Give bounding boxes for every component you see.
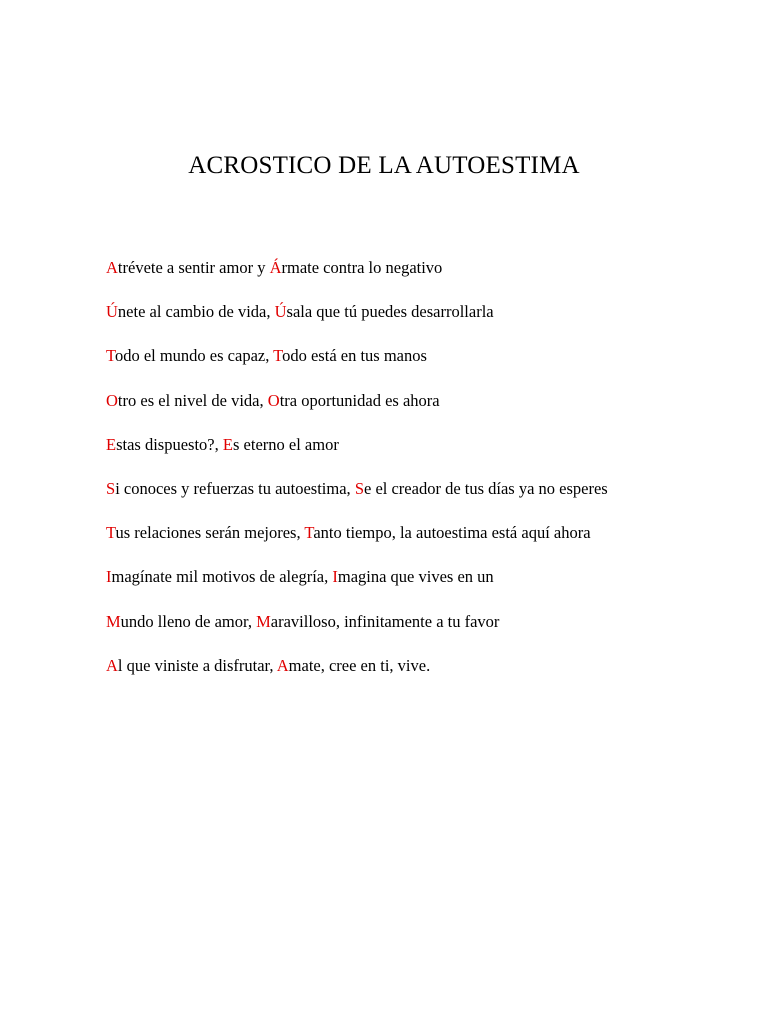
- acrostic-initial: A: [106, 258, 118, 277]
- line-text-second: e el creador de tus días ya no esperes: [364, 478, 608, 498]
- poem-line: [106, 299, 726, 343]
- line-text: us relaciones serán mejores,: [115, 523, 305, 543]
- acrostic-initial: S: [106, 478, 116, 498]
- acrostic-initial: A: [106, 655, 118, 675]
- acrostic-initial-second: A: [276, 655, 289, 675]
- document-title: ACROSTICO DE LA AUTOESTIMA: [188, 152, 580, 179]
- acrostic-initial-second: T: [304, 523, 314, 543]
- poem-line: [106, 476, 726, 520]
- acrostic-initial-second: E: [222, 434, 233, 454]
- line-text: tro es el nivel de vida,: [117, 390, 268, 410]
- poem-line: [106, 432, 726, 476]
- line-text: undo lleno de amor,: [120, 611, 257, 631]
- acrostic-initial: I: [106, 567, 112, 587]
- line-text-second: s eterno el amor: [232, 434, 339, 454]
- poem-line: [106, 343, 726, 387]
- acrostic-initial-second: O: [267, 390, 280, 410]
- poem-line: [106, 255, 726, 299]
- line-text: nete al cambio de vida,: [117, 302, 275, 322]
- line-text-second: tra oportunidad es ahora: [279, 390, 440, 410]
- acrostic-initial: T: [106, 523, 116, 543]
- line-text: odo el mundo es capaz,: [114, 346, 274, 366]
- poem-line: [106, 653, 726, 697]
- acrostic-initial: Ú: [106, 302, 118, 322]
- acrostic-initial: E: [106, 434, 117, 454]
- acrostic-initial: O: [106, 390, 118, 410]
- line-text: magínate mil motivos de alegría,: [111, 567, 333, 587]
- line-text-second: anto tiempo, la autoestima está aquí ahora: [313, 523, 591, 543]
- poem-line: [106, 520, 726, 564]
- line-text: l que viniste a disfrutar,: [117, 655, 277, 675]
- acrostic-initial: T: [106, 346, 115, 366]
- acrostic-initial-second: Á: [269, 258, 282, 277]
- acrostic-initial-second: S: [354, 478, 364, 498]
- acrostic-initial-second: T: [273, 346, 283, 366]
- acrostic-initial-second: I: [332, 567, 338, 587]
- poem-line: [106, 564, 726, 608]
- line-text: i conoces y refuerzas tu autoestima,: [115, 478, 355, 498]
- line-text: trévete a sentir amor y: [117, 258, 270, 277]
- acrostic-poem: [106, 255, 726, 697]
- acrostic-initial: M: [106, 611, 121, 631]
- poem-line: [106, 609, 726, 653]
- line-text-second: mate, cree en ti, vive.: [288, 655, 431, 675]
- line-text-second: sala que tú puedes desarrollarla: [286, 302, 494, 322]
- poem-line: [106, 388, 726, 432]
- line-text-second: magina que vives en un: [337, 567, 494, 587]
- line-text: stas dispuesto?,: [116, 434, 223, 454]
- line-text-second: rmate contra lo negativo: [281, 258, 443, 277]
- line-text-second: aravilloso, infinitamente a tu favor: [270, 611, 500, 631]
- acrostic-initial-second: Ú: [274, 302, 287, 322]
- acrostic-initial-second: M: [256, 611, 271, 631]
- line-text-second: odo está en tus manos: [282, 346, 427, 366]
